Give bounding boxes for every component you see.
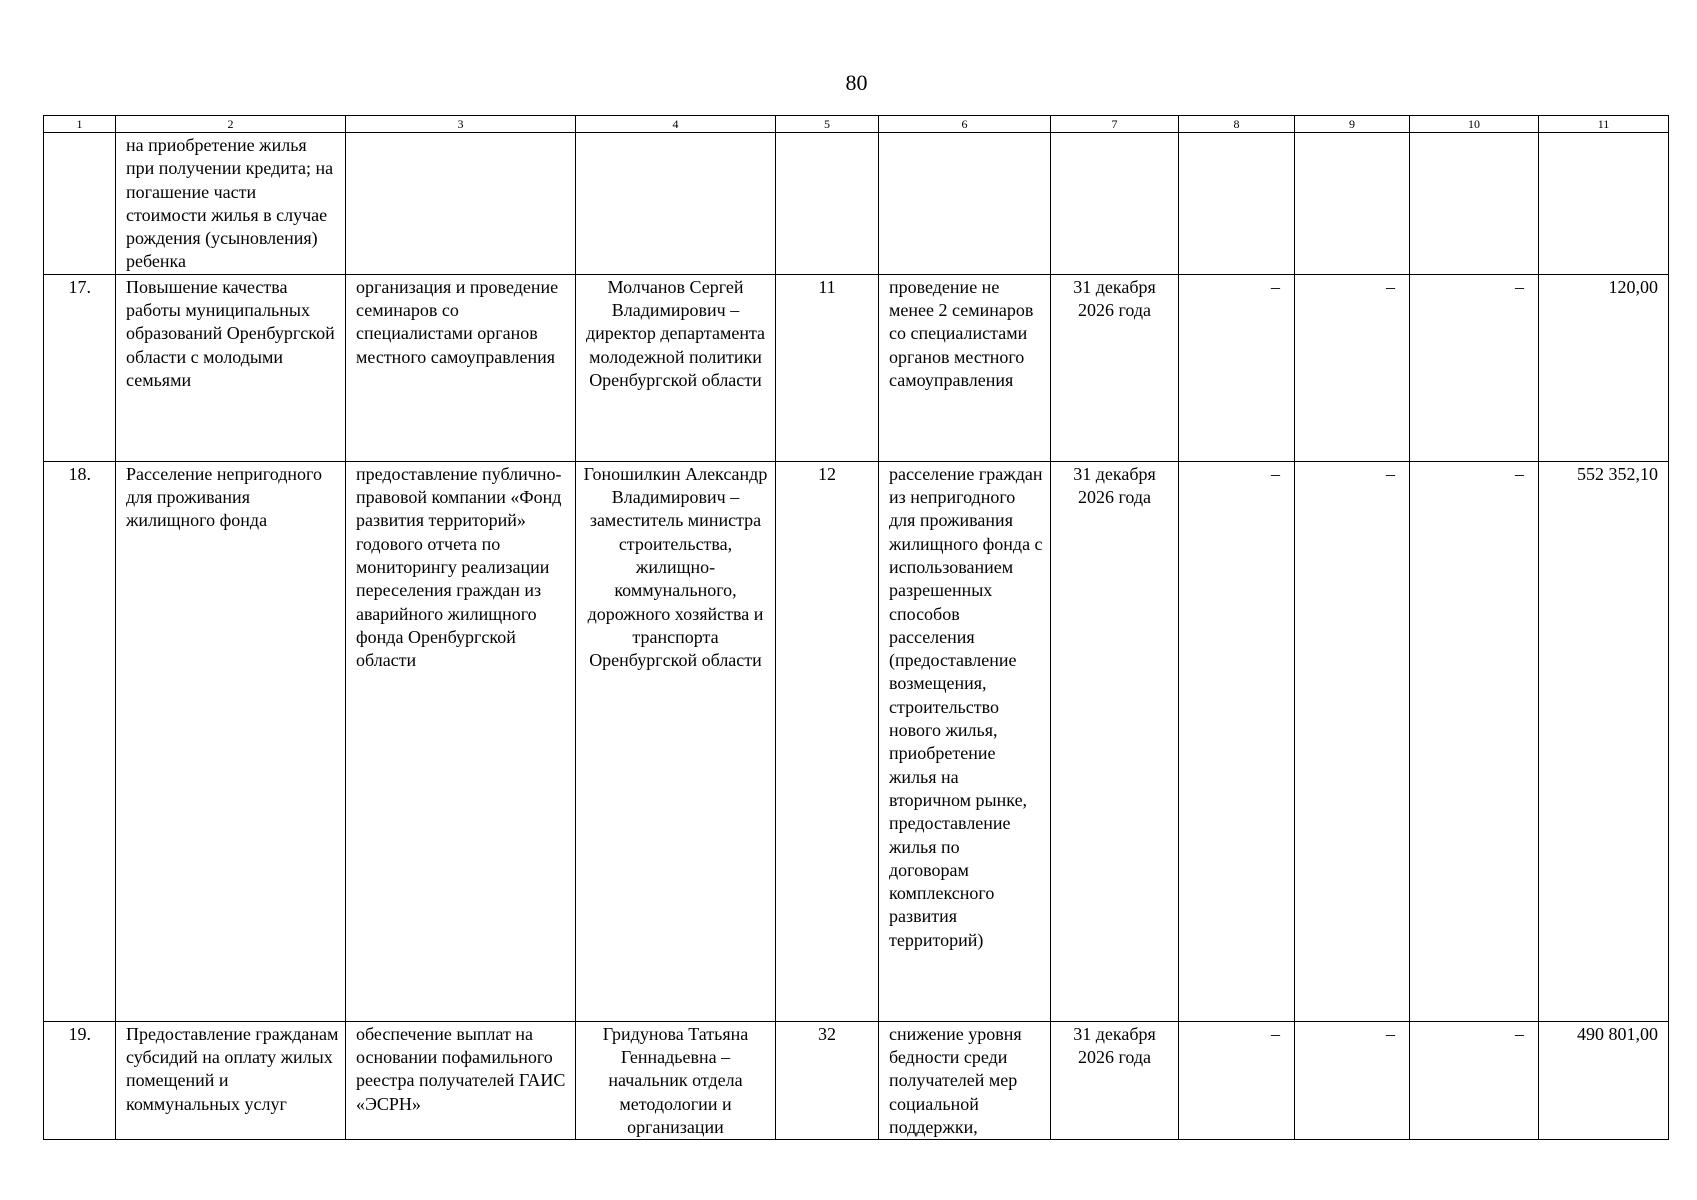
page-number: 80	[845, 70, 868, 95]
measure-name-cell: Повышение качества работы муниципальных образований Оренбургской области с молодыми семьями	[116, 274, 346, 461]
col9-cell: –	[1295, 1021, 1410, 1139]
column-number: 6	[879, 116, 1051, 133]
responsible-cell: Молчанов Сергей Владимирович – директор департамента молодежной политики Оренбургской области	[576, 274, 776, 461]
col8-cell: –	[1179, 461, 1295, 1021]
col10-cell	[1410, 133, 1539, 275]
table-row	[44, 274, 1669, 461]
action-cell: предоставление публично-правовой компании «Фонд развития территорий» годового отчета по мониторингу реализации переселения граждан из аварийного жилищного фонда Оренбургской области	[346, 461, 576, 1021]
column-number: 3	[346, 116, 576, 133]
column-number: 11	[1539, 116, 1669, 133]
code-cell: 12	[776, 461, 879, 1021]
col10-cell: –	[1410, 274, 1539, 461]
col9-cell: –	[1295, 274, 1410, 461]
code-cell: 32	[776, 1021, 879, 1139]
column-number: 4	[576, 116, 776, 133]
action-cell	[346, 133, 576, 275]
column-number: 2	[116, 116, 346, 133]
action-cell: обеспечение выплат на основании пофамильного реестра получателей ГАИС «ЭСРН»	[346, 1021, 576, 1139]
column-number: 5	[776, 116, 879, 133]
row-number-cell	[44, 133, 116, 275]
deadline-cell: 31 декабря 2026 года	[1051, 274, 1179, 461]
row-number-cell: 17.	[44, 274, 116, 461]
col8-cell	[1179, 133, 1295, 275]
table-row	[44, 1021, 1669, 1139]
col11-cell: 490 801,00	[1539, 1021, 1669, 1139]
col8-cell: –	[1179, 274, 1295, 461]
column-numbers-row	[44, 116, 1669, 133]
result-cell: расселение граждан из непригодного для проживания жилищного фонда с использованием разрешенных способов расселения (предоставление возмещения, строительство нового жилья, приобретение жилья на вторичном рынке, предоставление жилья по договорам комплексного развития территорий)	[879, 461, 1051, 1021]
responsible-cell: Гридунова Татьяна Геннадьевна – начальник отдела методологии и организации	[576, 1021, 776, 1139]
col9-cell	[1295, 133, 1410, 275]
column-number: 10	[1410, 116, 1539, 133]
deadline-cell	[1051, 133, 1179, 275]
result-cell: снижение уровня бедности среди получателей мер социальной поддержки,	[879, 1021, 1051, 1139]
measure-name-cell: на приобретение жилья при получении кредита; на погашение части стоимости жилья в случае рождения (усыновления) ребенка	[116, 133, 346, 275]
col9-cell: –	[1295, 461, 1410, 1021]
column-number: 8	[1179, 116, 1295, 133]
column-number: 1	[44, 116, 116, 133]
col11-cell	[1539, 133, 1669, 275]
deadline-cell: 31 декабря 2026 года	[1051, 461, 1179, 1021]
col8-cell: –	[1179, 1021, 1295, 1139]
responsible-cell: Гоношилкин Александр Владимирович – заместитель министра строительства, жилищно-коммунального, дорожного хозяйства и транспорта Оренбургской области	[576, 461, 776, 1021]
col11-cell: 120,00	[1539, 274, 1669, 461]
code-cell	[776, 133, 879, 275]
code-cell: 11	[776, 274, 879, 461]
result-cell	[879, 133, 1051, 275]
column-number: 7	[1051, 116, 1179, 133]
col11-cell: 552 352,10	[1539, 461, 1669, 1021]
measure-name-cell: Расселение непригодного для проживания жилищного фонда	[116, 461, 346, 1021]
result-cell: проведение не менее 2 семинаров со специалистами органов местного самоуправления	[879, 274, 1051, 461]
column-number: 9	[1295, 116, 1410, 133]
responsible-cell	[576, 133, 776, 275]
deadline-cell: 31 декабря 2026 года	[1051, 1021, 1179, 1139]
row-number-cell: 19.	[44, 1021, 116, 1139]
table-row	[44, 461, 1669, 1021]
col10-cell: –	[1410, 1021, 1539, 1139]
action-cell: организация и проведение семинаров со специалистами органов местного самоуправления	[346, 274, 576, 461]
col10-cell: –	[1410, 461, 1539, 1021]
row-number-cell: 18.	[44, 461, 116, 1021]
measure-name-cell: Предоставление гражданам субсидий на оплату жилых помещений и коммунальных услуг	[116, 1021, 346, 1139]
measures-table	[43, 115, 1669, 1140]
continuation-row	[44, 133, 1669, 275]
